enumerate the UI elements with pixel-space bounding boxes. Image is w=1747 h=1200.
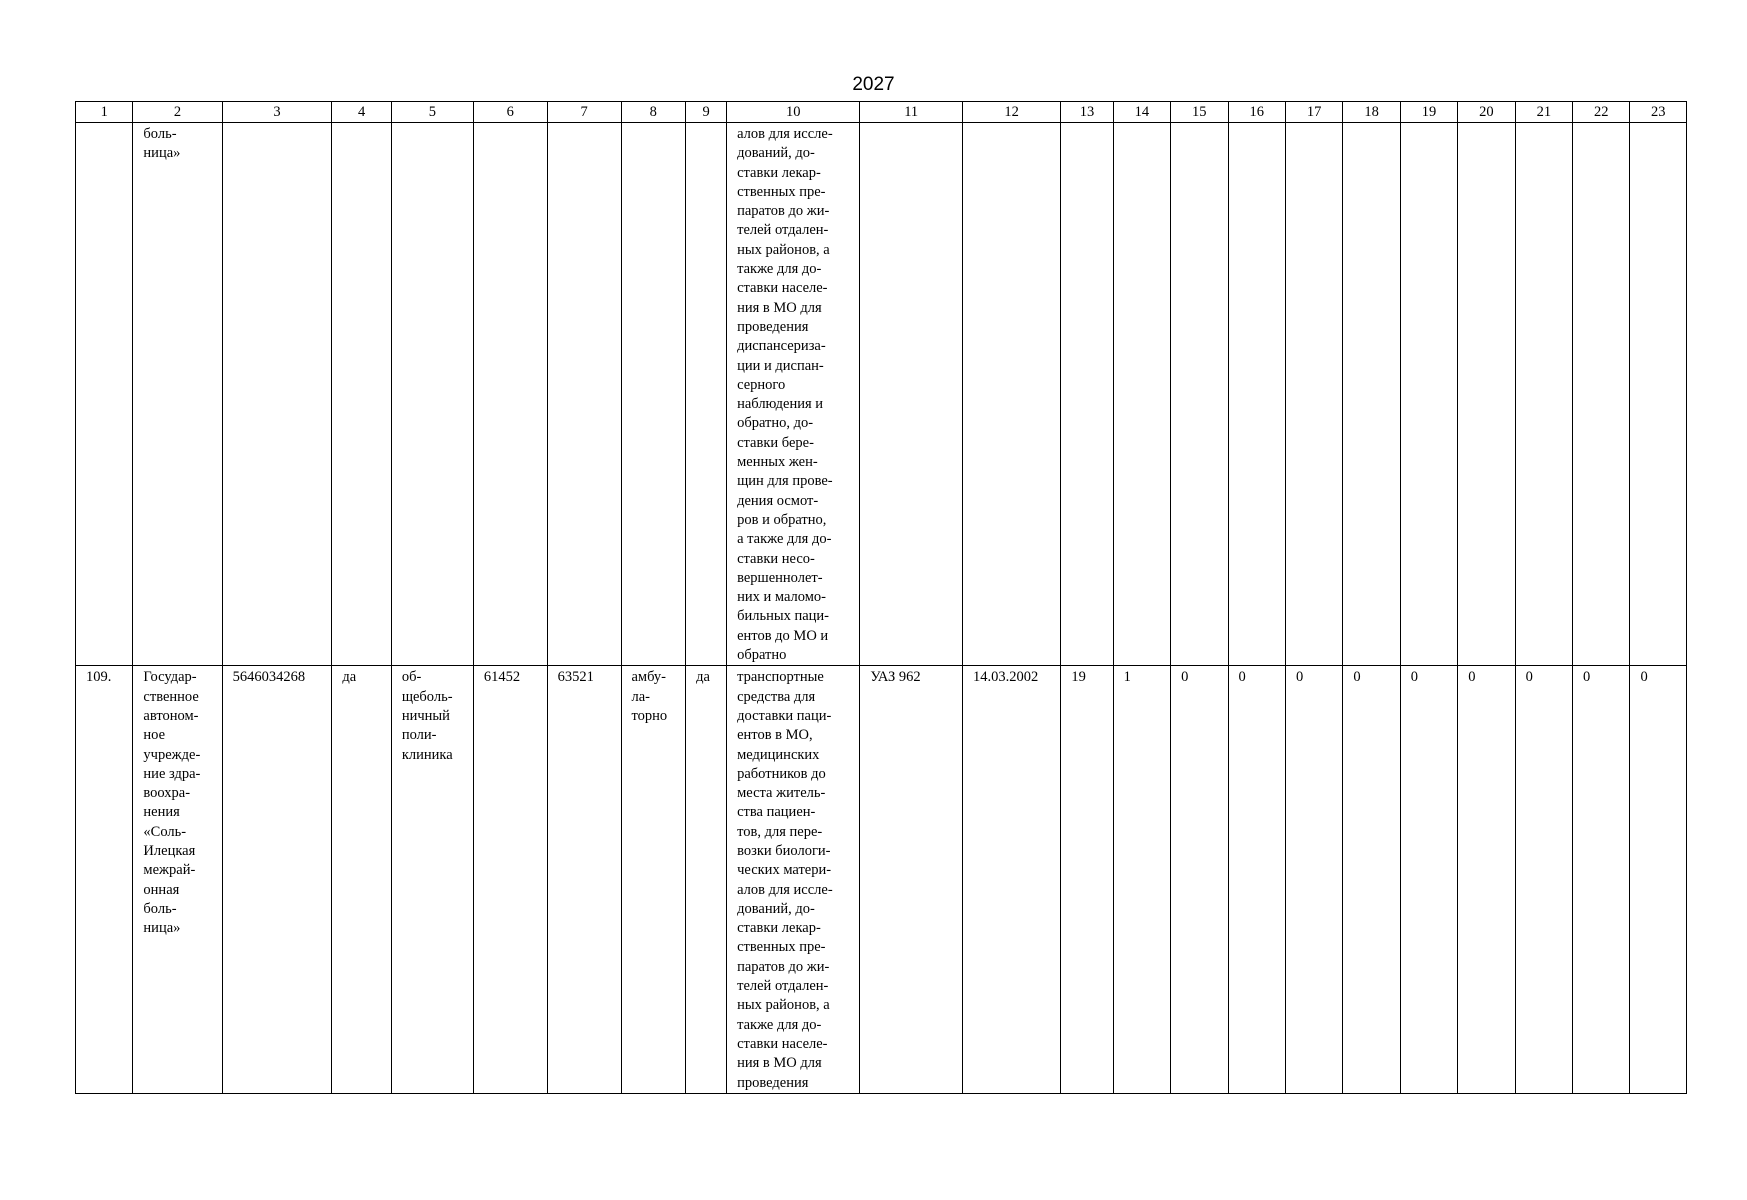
table-cell (1343, 123, 1400, 666)
column-header: 1 (76, 102, 133, 123)
table-cell: 0 (1630, 666, 1687, 1094)
table-cell: об- щеболь- ничный поли- клиника (391, 666, 473, 1094)
table-cell: да (332, 666, 391, 1094)
column-header: 20 (1458, 102, 1515, 123)
column-header: 21 (1515, 102, 1572, 123)
table-cell: 0 (1573, 666, 1630, 1094)
column-header: 2 (133, 102, 222, 123)
table-cell: 1 (1113, 666, 1170, 1094)
inn-cell: 5646034268 (222, 666, 332, 1094)
column-header: 9 (686, 102, 727, 123)
column-header: 4 (332, 102, 391, 123)
column-number-row (76, 102, 1687, 123)
column-header: 22 (1573, 102, 1630, 123)
table-cell: 0 (1515, 666, 1572, 1094)
column-header: 5 (391, 102, 473, 123)
column-header: 7 (547, 102, 621, 123)
row-number-cell: 109. (76, 666, 133, 1094)
column-header: 23 (1630, 102, 1687, 123)
table-cell (621, 123, 686, 666)
table-cell: 0 (1343, 666, 1400, 1094)
table-cell (473, 123, 547, 666)
table-cell: 0 (1228, 666, 1285, 1094)
table-cell: 19 (1061, 666, 1113, 1094)
column-header: 3 (222, 102, 332, 123)
date-cell: 14.03.2002 (962, 666, 1060, 1094)
table-cell (547, 123, 621, 666)
table-cell (76, 123, 133, 666)
table-cell (332, 123, 391, 666)
table-cell (1113, 123, 1170, 666)
column-header: 18 (1343, 102, 1400, 123)
table-cell: боль- ница» (133, 123, 222, 666)
table-cell (1171, 123, 1228, 666)
table-row (76, 666, 1687, 1094)
table-cell (1285, 123, 1342, 666)
table-cell (860, 123, 963, 666)
table-cell: да (686, 666, 727, 1094)
table-cell (1400, 123, 1457, 666)
table-cell (1458, 123, 1515, 666)
table-cell: амбу- ла- торно (621, 666, 686, 1094)
table-cell (686, 123, 727, 666)
table-cell (222, 123, 332, 666)
table-cell: 0 (1400, 666, 1457, 1094)
organization-name-cell: Государ- ственное автоном- ное учрежде- ние здра- воохра- нения «Соль- Илецкая межрай- онная боль- ница» (133, 666, 222, 1094)
table-cell: 61452 (473, 666, 547, 1094)
column-header: 16 (1228, 102, 1285, 123)
table-cell: 0 (1458, 666, 1515, 1094)
table-cell: алов для иссле- дований, до- ставки лекар- ственных пре- паратов до жи- телей отдален- ных районов, а также для до- ставки населе- ния в МО для проведения диспансериза- ции и диспан- серного наблюдения и обратно, до- ставки бере- менных жен- щин для прове- дения осмот- ров и обратно, а также для до- ставки несо- вершеннолет- них и маломо- бильных паци- ентов до МО и обратно (727, 123, 860, 666)
column-header: 8 (621, 102, 686, 123)
table-cell (1573, 123, 1630, 666)
column-header: 19 (1400, 102, 1457, 123)
table-cell (1061, 123, 1113, 666)
column-header: 12 (962, 102, 1060, 123)
table-cell: 63521 (547, 666, 621, 1094)
registry-table (75, 101, 1687, 1094)
column-header: 17 (1285, 102, 1342, 123)
table-cell (1630, 123, 1687, 666)
purpose-cell: транспортные средства для доставки паци- ентов в МО, медицинских работников до места житель- ства пациен- тов, для пере- возки биологи- ческих матери- алов для иссле- дований, до- ставки лекар- ственных пре- паратов до жи- телей отдален- ных районов, а также для до- ставки населе- ния в МО для проведения (727, 666, 860, 1094)
vehicle-model-cell: УАЗ 962 (860, 666, 963, 1094)
table-cell (1228, 123, 1285, 666)
page-number: 2027 (852, 74, 895, 95)
table-row (76, 123, 1687, 666)
column-header: 11 (860, 102, 963, 123)
column-header: 10 (727, 102, 860, 123)
table-cell (1515, 123, 1572, 666)
column-header: 14 (1113, 102, 1170, 123)
column-header: 6 (473, 102, 547, 123)
table-cell: 0 (1285, 666, 1342, 1094)
table-cell (391, 123, 473, 666)
table-cell: 0 (1171, 666, 1228, 1094)
table-cell (962, 123, 1060, 666)
column-header: 13 (1061, 102, 1113, 123)
column-header: 15 (1171, 102, 1228, 123)
